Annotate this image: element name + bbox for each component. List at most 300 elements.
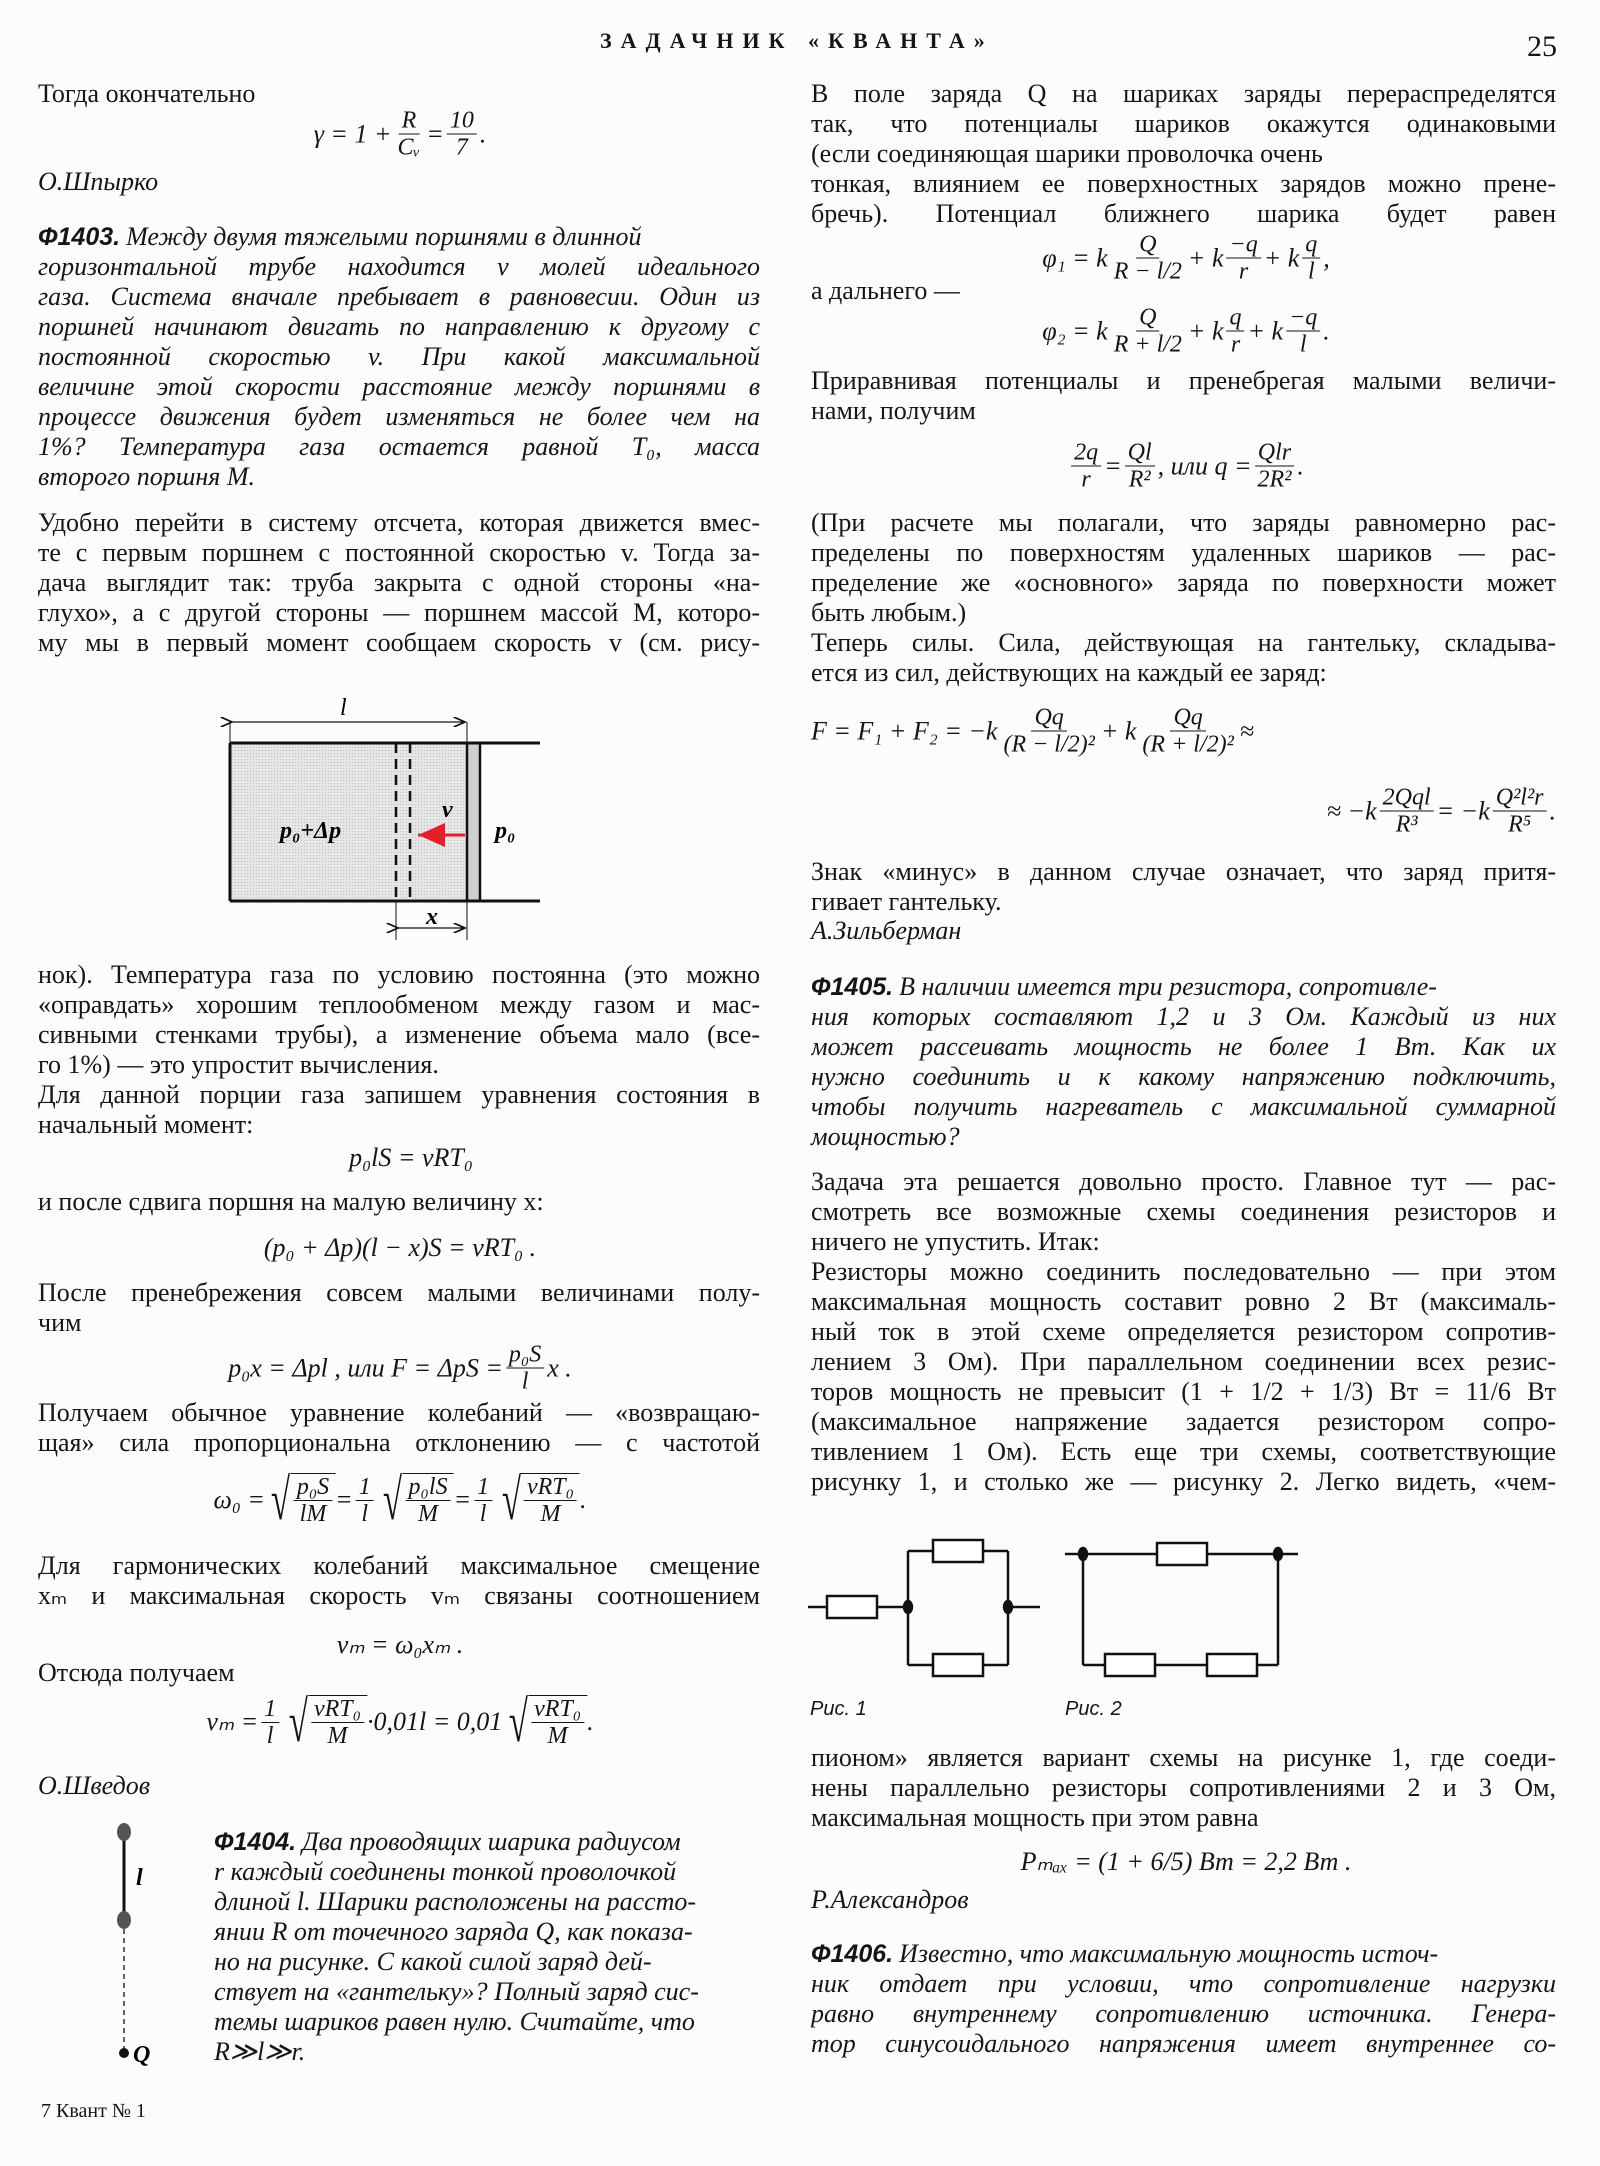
text-line [811,2029,1556,2059]
text-block [811,857,1556,917]
formula-text: l [1299,331,1307,358]
text-line [38,1020,760,1050]
formula-text: 2Qql [1380,785,1434,812]
formula-text: q [1227,305,1245,332]
text-line [811,1092,1556,1122]
fraction [1286,305,1320,358]
line-text: ния которых составляют 1,2 и 3 Ом. Каждый из них [811,1002,1556,1031]
formula-omega [213,1467,587,1532]
formula-text: M [540,1501,561,1527]
line-text: ствует на «гантельку»? Полный заряд сис- [214,1977,699,2006]
line-text: максимальная мощность составит ровно 2 Вт (максималь- [811,1287,1556,1316]
formula-text: vₘ = ω₀xₘ . [336,1630,464,1659]
formula-text: + k [1247,316,1284,345]
line-text: а дальнего — [811,276,960,305]
formula-text: ≈ [1239,716,1255,745]
formula-text: vₘ = [206,1707,259,1736]
text-block [38,1187,760,1217]
text-line [38,222,760,252]
fraction [395,108,424,161]
fraction [1380,785,1434,838]
formula-text: 2q [1071,440,1101,467]
problem-number: Ф1404. [214,1828,297,1856]
line-text: может рассеивать мощность не более 1 Вт. Как их [811,1032,1556,1061]
formula-phi2 [1042,305,1330,358]
text-line [811,1773,1556,1803]
formula-text: −q [1227,232,1261,259]
formula-text: l [361,1500,369,1527]
formula-text: Q [1136,305,1159,332]
line-text: гивает гантельку. [811,887,1002,916]
fraction [1125,440,1155,493]
line-text: Получаем обычное уравнение колебаний — «возвращаю- [38,1398,760,1427]
line-text: (При расчете мы полагали, что заряды равномерно рас- [811,508,1556,537]
fraction [531,1696,584,1749]
text-line [811,1122,1556,1152]
circuit-fig1 [808,1540,1040,1676]
formula-text: R [399,108,420,135]
formula-text: Q²l²r [1493,785,1547,812]
line-text: дача выглядит так: труба закрыта с одной стороны «на- [38,568,760,597]
text-block [38,1658,760,1688]
text-block [38,1551,760,1611]
text-line [811,1002,1556,1032]
solution-paragraph [811,1167,1556,1497]
text-block [811,276,1556,306]
text-line [811,1437,1556,1467]
text-line [811,1287,1556,1317]
line-text: Отсюда получаем [38,1658,235,1687]
line-text: нами, получим [811,396,976,425]
formula-text: . [1297,451,1304,480]
text-line [38,628,760,658]
line-text: «оправдать» хорошим теплообменом между газом и мас- [38,990,760,1019]
junction-icon [904,1601,912,1613]
formula-text: νRT₀ [311,1696,364,1723]
formula-text: p₀lS [406,1474,451,1501]
text-line [811,972,1556,1002]
line-text: Знак «минус» в данном случае означает, что заряд притя- [811,857,1556,886]
text-line [214,1887,762,1917]
formula-text: r [1230,331,1241,358]
text-line [811,1377,1556,1407]
line-text: тонкая, влиянием ее поверхностных зарядов можно прене- [811,169,1556,198]
text-line [38,1308,760,1338]
text-line [38,1581,760,1611]
circuit-fig2 [1065,1543,1298,1676]
formula-text: ≈ −k [1326,796,1377,825]
text-line [811,109,1556,139]
text-line [38,1428,760,1458]
text-line [811,1317,1556,1347]
footer-signature: 7 Квант № 1 [41,2100,146,2122]
formula-text: R + l/2 [1113,331,1182,358]
text-line [811,857,1556,887]
fraction [1493,785,1547,838]
figure-caption: Рис. 1 [810,1698,867,1720]
problem-number: Ф1405. [811,973,894,1001]
line-text: Резисторы можно соединить последовательно — при этом [811,1257,1556,1286]
line-text: постоянной скоростью v. При какой максимальной [38,342,760,371]
formula-text: M [547,1723,568,1749]
label-p-right: p₀ [495,818,516,844]
text-line [214,1977,762,2007]
line-text: чим [38,1308,82,1337]
formula-text: Qlr [1255,440,1294,467]
text-line [811,1939,1556,1969]
text-block [811,366,1556,426]
formula-text: + k [1187,316,1224,345]
line-text: янии R от точечного заряда Q, как показа- [214,1917,693,1946]
label-x: x [426,904,438,930]
problem-f1404 [214,1827,762,2067]
junction-icon [1004,1601,1012,1613]
formula-text: Qq [1170,705,1205,732]
line-text: тор синусоидального напряжения имеет внутреннее со- [811,2029,1556,2058]
formula-text: Pₘₐₓ = (1 + 6/5) Вт = 2,2 Вт . [1020,1847,1352,1876]
formula-text: q [1302,232,1320,259]
line-text: и после сдвига поршня на малую величину x: [38,1187,544,1216]
text-line [811,628,1556,658]
text-line [38,342,760,372]
problem-f1405 [811,972,1556,1152]
line-text: Два проводящих шарика радиусом [302,1827,681,1856]
problem-f1406 [811,1939,1556,2059]
author-signature: А.Зильберман [811,916,962,945]
fraction [1139,705,1236,758]
formula-text: = [453,1485,472,1514]
label-l: l [340,695,347,721]
formula-text: + k [1100,716,1137,745]
line-text: но на рисунке. С какой силой заряд дей- [214,1947,652,1976]
formula-text: . [1549,796,1556,825]
formula-text: R² [1128,466,1151,493]
formula-q [1068,440,1304,493]
solution-paragraph [811,508,1556,688]
line-text: ный ток в этой схеме определяется резистором сопротив- [811,1317,1556,1346]
formula-text: p₀S [506,1342,544,1369]
formula-text: . [587,1707,594,1736]
line-text: пределены по поверхностям удаленных шариков — рас- [811,538,1556,567]
text-line [38,462,760,492]
figure-caption: Рис. 2 [1065,1698,1122,1720]
text-line [811,1743,1556,1773]
sphere-icon [117,1823,131,1841]
text-line [811,396,1556,426]
text-line [214,1827,762,1857]
resistor-icon [827,1596,877,1618]
fraction [447,108,477,161]
line-text: равно внутреннему сопротивлению источника. Генера- [811,1999,1556,2028]
line-text: щая» сила пропорциональна отклонению — с частотой [38,1428,760,1457]
formula-text: + k [1187,243,1224,272]
formula-text: x . [547,1353,572,1382]
line-text: В поле заряда Q на шариках заряды перераспределятся [811,79,1556,108]
text-block [38,79,760,109]
formula-vm [337,1630,463,1660]
formula-text: = [426,119,444,148]
fraction [524,1474,577,1527]
text-line [811,366,1556,396]
text-line [811,139,1556,169]
radical-sign-icon: √ [288,1689,308,1754]
formula-pmax [1021,1847,1352,1877]
text-line [811,1803,1556,1833]
text-line [38,252,760,282]
text-line [38,508,760,538]
text-line [811,508,1556,538]
formula-text: . [1323,316,1330,345]
formula-text: + k [1263,243,1300,272]
fraction [1255,440,1295,493]
line-text: ется из сил, действующих на каждый ее заряд: [811,658,1327,687]
text-line [811,276,1556,306]
text-line [811,79,1556,109]
line-text: R≫l≫r. [214,2037,306,2066]
problem-f1403 [38,222,760,492]
solution-paragraph [38,960,760,1140]
fraction [261,1696,279,1749]
text-line [214,2037,762,2067]
radical-sign-icon: √ [271,1467,291,1532]
resistor-icon [1157,1543,1207,1565]
line-text: Между двумя тяжелыми поршнями в длинной [126,222,642,251]
line-text: максимальная мощность при этом равна [811,1803,1259,1832]
line-text: (максимальное напряжение задается резистором сопро- [811,1407,1556,1436]
text-line [38,1080,760,1110]
formula-text: φ₁ = k [1042,243,1108,272]
text-line [38,432,760,462]
text-line [811,1999,1556,2029]
formula-text: νRT₀ [531,1696,584,1723]
solution-paragraph [811,1743,1556,1833]
text-line [38,1187,760,1217]
circuit-diagrams [800,1520,1590,1700]
resistor-icon [1105,1654,1155,1676]
line-text: темы шариков равен нулю. Считайте, что [214,2007,695,2036]
fraction [1071,440,1101,493]
fraction [1111,305,1185,358]
line-text: быть любым.) [811,598,967,627]
text-line [38,1398,760,1428]
text-line [811,887,1556,917]
text-line [214,1857,762,1887]
formula-text: ω₀ = [213,1485,265,1514]
label-q: Q [133,2042,151,2068]
line-text: го 1%) — это упростит вычисления. [38,1050,439,1079]
text-line [811,658,1556,688]
line-text: Приравнивая потенциалы и пренебрегая малыми величи- [811,366,1556,395]
junction-icon [1274,1548,1282,1560]
formula-text: = [335,1485,353,1514]
line-text: r каждый соединены тонкой проволочкой [214,1857,677,1886]
line-text: процессе движения будет изменяться не более чем на [38,402,760,431]
line-text: После пренебрежения совсем малыми величинами полу- [38,1278,760,1307]
square-root [265,1467,335,1532]
line-text: 1%? Температура газа остается равной T₀, масса [38,432,760,461]
text-line [811,199,1556,229]
formula-text: (R + l/2)² [1142,731,1234,758]
line-text: Известно, что максимальную мощность источ- [899,1939,1439,1968]
formula-text: (R − l/2)² [1003,731,1095,758]
line-text: газа. Система вначале пребывает в равновесии. Один из [38,282,760,311]
text-line [38,282,760,312]
line-text: горизонтальной трубе находится ν молей идеального [38,252,760,281]
line-text: поршней начинают двигать по направлению к другому с [38,312,760,341]
author-signature: О.Шпырко [38,167,159,196]
line-text: xₘ и максимальная скорость vₘ связаны соотношением [38,1581,760,1610]
formula-text: l [479,1500,487,1527]
formula-text: p₀x = Δpl , или F = ΔpS = [228,1353,503,1382]
line-text: так, что потенциалы шариков окажутся одинаковыми [811,109,1556,138]
point-charge-icon [119,2048,129,2058]
formula-text: γ = 1 + [313,119,392,148]
line-text: торов мощность не превысит (1 + 1/2 + 1/3) Вт = 11/6 Вт [811,1377,1556,1406]
line-text: Для гармонических колебаний максимальное смещение [38,1551,760,1580]
line-text: Тогда окончательно [38,79,256,108]
text-line [38,568,760,598]
solution-paragraph [811,79,1556,229]
sphere-icon [117,1911,131,1929]
line-text: второго поршня M. [38,462,255,491]
formula-text: M [418,1501,439,1527]
formula-text: l [1307,258,1315,285]
radical-sign-icon: √ [501,1467,521,1532]
text-line [38,598,760,628]
formula-text: . [479,119,487,148]
text-line [38,1110,760,1140]
formula-text: r [1238,258,1249,285]
problem-number: Ф1406. [811,1940,894,1968]
formula-text: , [1323,243,1330,272]
formula-text: = [1104,451,1122,480]
text-line [811,1969,1556,1999]
fraction [1000,705,1097,758]
piston [467,743,480,901]
line-text: Для данной порции газа запишем уравнения состояния в [38,1080,760,1109]
text-block [38,1278,760,1338]
line-text: те с первым поршнем с постоянной скоростью v. Тогда за- [38,538,760,567]
line-text: пионом» является вариант схемы на рисунке 1, где соеди- [811,1743,1556,1772]
formula-text: νRT₀ [524,1474,577,1501]
dumbbell-diagram [100,1820,170,2070]
text-line [811,568,1556,598]
line-text: бречь). Потенциал ближнего шарика будет равен [811,199,1556,228]
text-line [38,1278,760,1308]
resistor-icon [933,1540,983,1562]
formula-state-initial [349,1143,473,1173]
solution-paragraph [38,508,760,658]
line-text: В наличии имеется три резистора, сопротивле- [899,972,1437,1001]
fraction [1227,305,1245,358]
line-text: мощностью? [811,1122,960,1151]
piston-diagram [220,690,560,940]
text-line [38,1050,760,1080]
running-header: ЗАДАЧНИК «КВАНТА» [600,28,994,53]
text-line [811,1062,1556,1092]
fraction [294,1474,332,1527]
formula-text: p₀lS = νRT₀ [349,1143,473,1172]
text-line [811,1347,1556,1377]
line-text: пределение же «основного» заряда по поверхности может [811,568,1556,597]
formula-text: l [266,1722,274,1749]
formula-text: p₀S [294,1474,332,1501]
line-text: величине этой скорости расстояние между поршнями в [38,372,760,401]
formula-text: φ₂ = k [1042,316,1108,345]
square-root [377,1467,454,1532]
resistor-icon [933,1654,983,1676]
text-line [38,1551,760,1581]
fraction [506,1342,544,1395]
text-line [811,598,1556,628]
text-line [811,1227,1556,1257]
text-line [38,990,760,1020]
formula-vm-result [206,1689,594,1754]
formula-text: 2R² [1257,466,1292,493]
formula-text: lM [299,1501,327,1527]
formula-text: r [1081,466,1091,493]
text-line [38,538,760,568]
author-signature: О.Шведов [38,1771,151,1800]
formula-text: 7 [455,134,468,161]
label-l: l [136,1865,143,1891]
text-line [811,1032,1556,1062]
text-line [38,372,760,402]
formula-text: (p₀ + Δp)(l − x)S = νRT₀ . [263,1233,537,1262]
formula-text: 1 [261,1696,279,1723]
formula-text: Qq [1031,705,1066,732]
formula-text: 10 [447,108,477,135]
square-root [282,1689,367,1754]
text-line [811,169,1556,199]
line-text: нок). Температура газа по условию постоянна (это можно [38,960,760,989]
fraction [406,1474,451,1527]
formula-force-result [1327,785,1556,838]
gas-region [230,743,467,901]
line-text: смотреть все возможные схемы соединения резисторов и [811,1197,1556,1226]
label-p-left: p₀+Δp [280,818,342,844]
radical-sign-icon: √ [383,1467,403,1532]
radical-sign-icon: √ [508,1689,528,1754]
line-text: чтобы получить нагреватель с максимальной суммарной [811,1092,1556,1121]
fraction [474,1474,492,1527]
junction-icon [1079,1548,1087,1560]
line-text: му мы в первый момент сообщаем скорость v (см. рису- [38,628,760,657]
text-line [811,1167,1556,1197]
formula-text: 1 [474,1474,492,1501]
formula-text: F = F₁ + F₂ = −k [811,716,998,745]
resistor-icon [1207,1654,1257,1676]
line-text: Задача эта решается довольно просто. Главное тут — рас- [811,1167,1556,1196]
line-text: Теперь силы. Сила, действующая на гантельку, складыва- [811,628,1556,657]
page-number: 25 [1527,30,1557,63]
formula-text: = −k [1436,796,1490,825]
text-line [811,1407,1556,1437]
line-text: лением 3 Ом). При параллельном соединении всех резис- [811,1347,1556,1376]
square-root [495,1467,580,1532]
formula-text: R⁵ [1508,811,1532,838]
line-text: ничего не упустить. Итак: [811,1227,1100,1256]
formula-force-sum [811,705,1254,758]
formula-text: 1 [356,1474,374,1501]
fraction [311,1696,364,1749]
line-text: Удобно перейти в систему отсчета, которая движется вмес- [38,508,760,537]
formula-force [228,1342,572,1395]
formula-text: Cᵥ [397,134,421,161]
fraction [356,1474,374,1527]
problem-number: Ф1403. [38,223,121,251]
text-line [214,1947,762,1977]
